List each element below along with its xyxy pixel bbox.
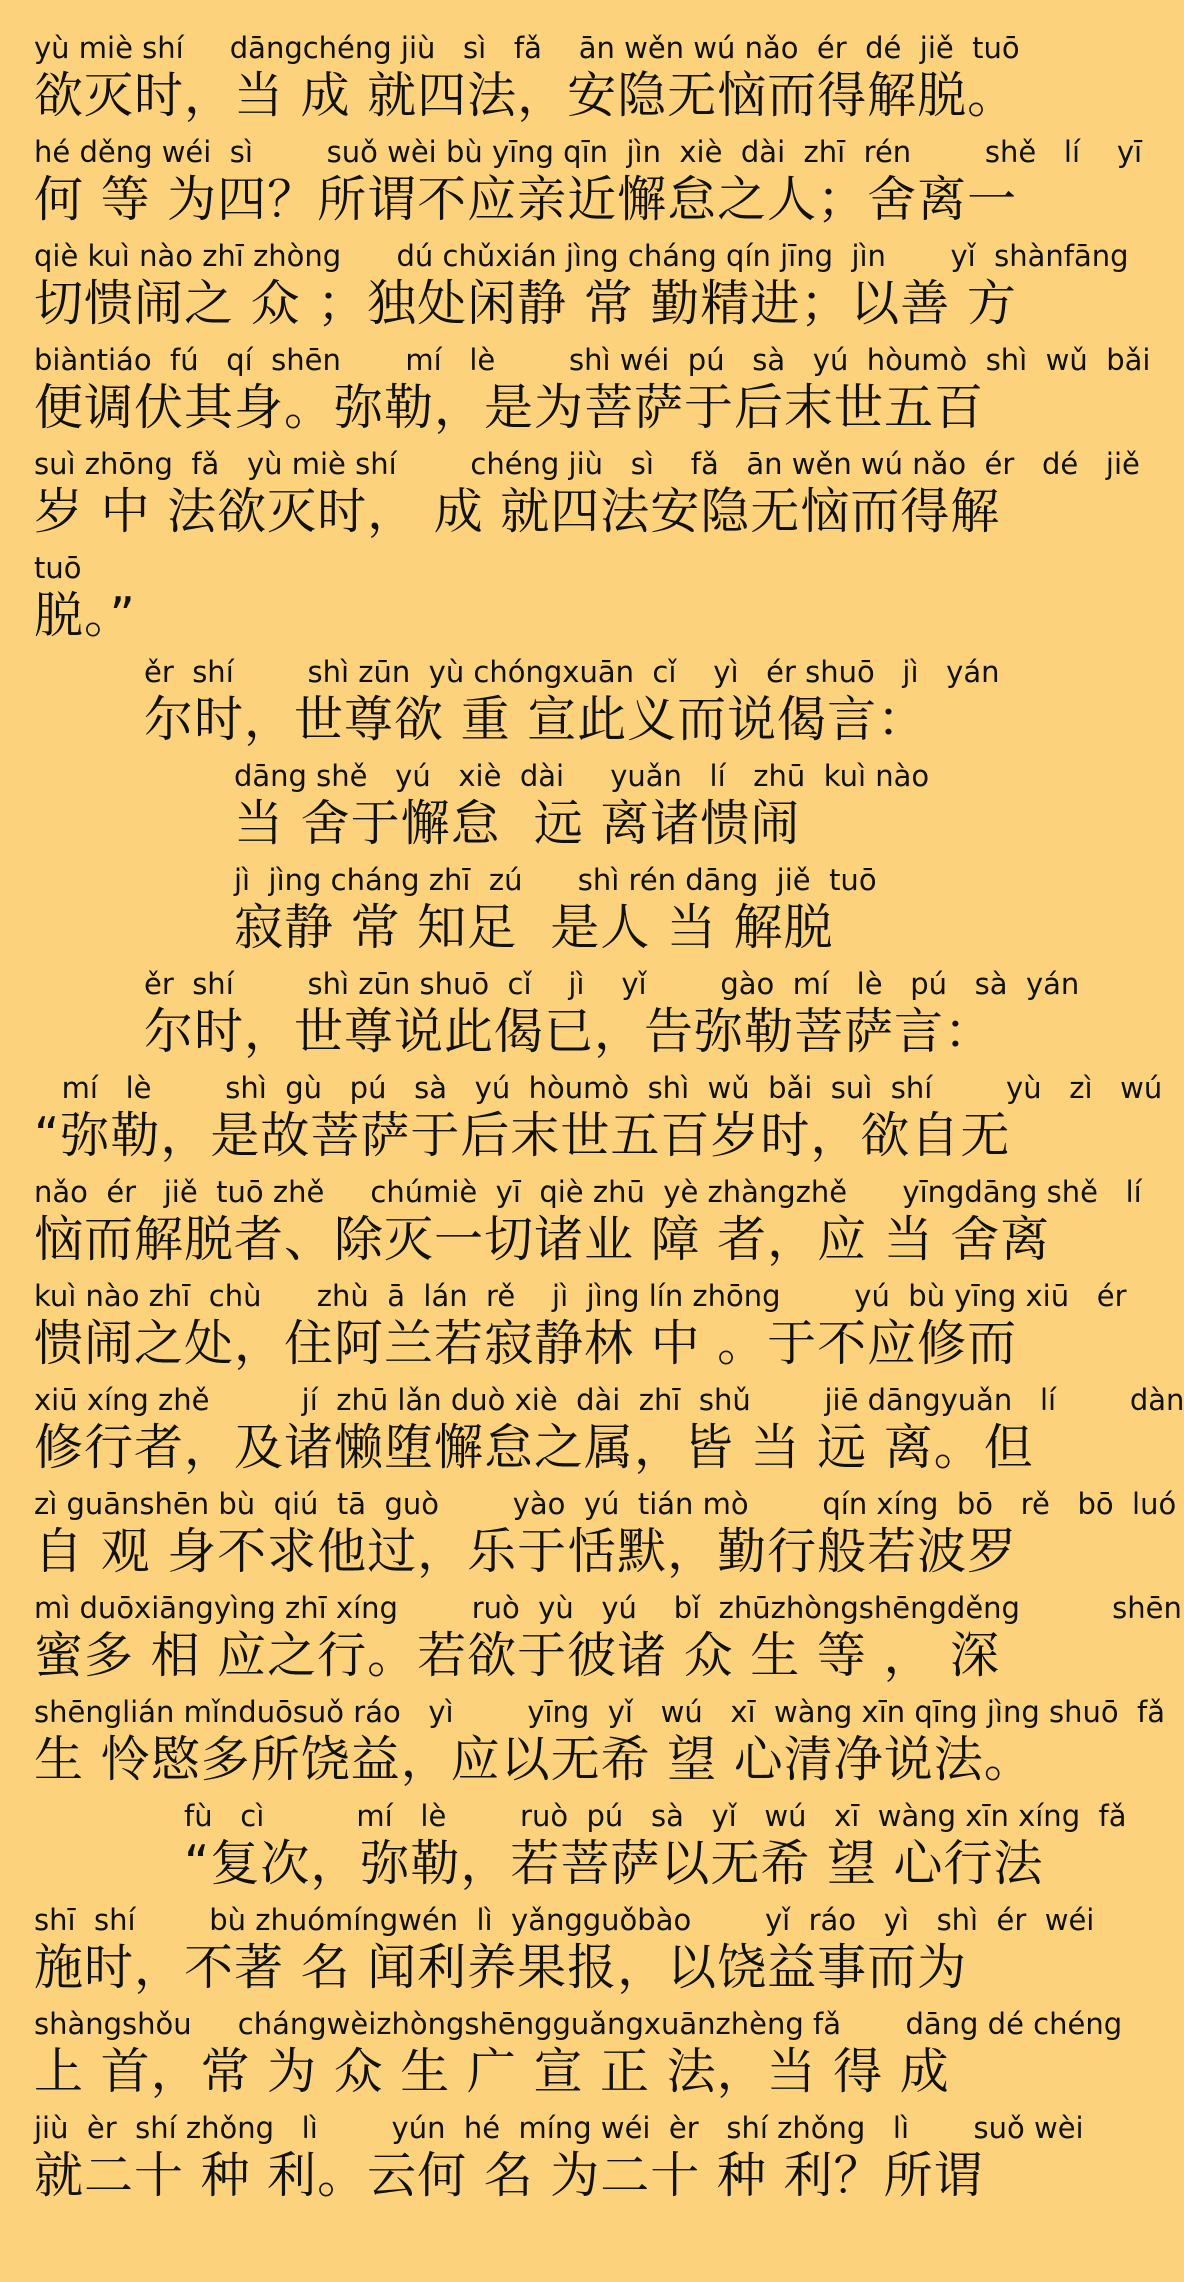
pinyin-annotation: shēnglián mǐnduōsuǒ ráo yì yīng yǐ wú xī wàng xīn qīng jìng shuō fǎ (34, 1695, 1165, 1729)
pinyin-annotation: biàntiáo fú qí shēn mí lè shì wéi pú sà yú hòumò shì wǔ bǎi (34, 343, 1151, 377)
verse-line (34, 1064, 1163, 1168)
chinese-text: 自 观 身不求他过，乐于恬默，勤行般若波罗 (34, 1523, 1018, 1580)
pinyin-annotation: zì guānshēn bù qiú tā guò yào yú tián mò qín xíng bō rě bō luó (34, 1487, 1177, 1521)
pinyin-annotation: fù cì mí lè ruò pú sà yǐ wú xī wàng xīn xíng fǎ (184, 1799, 1127, 1833)
pinyin-annotation: suì zhōng fǎ yù miè shí chéng jiù sì fǎ ān wěn wú nǎo ér dé jiě (34, 447, 1140, 481)
pinyin-annotation: dāng shě yú xiè dài yuǎn lí zhū kuì nào (234, 759, 930, 793)
pinyin-annotation: xiū xíng zhě jí zhū lǎn duò xiè dài zhī shǔ jiē dāngyuǎn lí dàn (34, 1383, 1184, 1417)
chinese-text: 欲灭时，当 成 就四法，安隐无恼而得解脱。 (34, 67, 1018, 124)
chinese-text: 脱。” (34, 587, 136, 644)
verse-line (34, 24, 1052, 128)
pinyin-annotation: ěr shí shì zūn shuō cǐ jì yǐ gào mí lè pú sà yán (144, 967, 1080, 1001)
chinese-text: 岁 中 法欲灭时， 成 就四法安隐无恼而得解 (34, 483, 1001, 540)
chinese-text: “复次，弥勒，若菩萨以无希 望 心行法 (184, 1835, 1044, 1892)
pinyin-annotation: shī shí bù zhuómíngwén lì yǎngguǒbào yǐ ráo yì shì ér wéi (34, 1903, 1095, 1937)
chinese-text: 尔时，世尊欲 重 宣此义而说偈言： (144, 691, 928, 748)
chinese-text: 恼而解脱者、除灭一切诸业 障 者，应 当 舍离 (34, 1211, 1051, 1268)
verse-line (34, 1272, 1127, 1376)
chinese-text: 施时，不著 名 闻利养果报，以饶益事而为 (34, 1939, 968, 1996)
chinese-text: 便调伏其身。弥勒，是为菩萨于后末世五百 (34, 379, 985, 436)
pinyin-annotation: mí lè shì gù pú sà yú hòumò shì wǔ bǎi suì shí yù zì wú (34, 1071, 1163, 1105)
verse-line (34, 856, 1052, 960)
chinese-text: 何 等 为四？所谓不应亲近懈怠之人；舍离一 (34, 171, 1018, 228)
verse-line (34, 1480, 1177, 1584)
chinese-text: 尔时，世尊说此偈已，告弥勒菩萨言： (144, 1003, 995, 1060)
pinyin-annotation: yù miè shí dāngchéng jiù sì fǎ ān wěn wú nǎo ér dé jiě tuō (34, 31, 1020, 65)
verse-line (34, 440, 1140, 544)
verse-line (34, 1376, 1184, 1480)
chinese-text: 就二十 种 利。云何 名 为二十 种 利？所谓 (34, 2147, 984, 2204)
pinyin-annotation: jiù èr shí zhǒng lì yún hé míng wéi èr shí zhǒng lì suǒ wèi (34, 2111, 1084, 2145)
verse-line (34, 648, 1052, 752)
chinese-text: 上 首，常 为 众 生 广 宣 正 法，当 得 成 (34, 2043, 950, 2100)
pinyin-annotation: mì duōxiāngyìng zhī xíng ruò yù yú bǐ zhūzhòngshēngděng shēn (34, 1591, 1182, 1625)
verse-line (34, 1896, 1095, 2000)
chinese-text: 生 怜愍多所饶益，应以无希 望 心清净说法。 (34, 1731, 1034, 1788)
chinese-text: “弥勒，是故菩萨于后末世五百岁时，欲自无 (34, 1107, 1011, 1164)
verse-line (34, 2104, 1084, 2208)
pinyin-annotation: qiè kuì nào zhī zhòng dú chǔxián jìng cháng qín jīng jìn yǐ shànfāng (34, 239, 1129, 273)
pinyin-annotation: shàngshǒu chángwèizhòngshēngguǎngxuānzhèng fǎ dāng dé chéng (34, 2007, 1123, 2041)
verse-line (34, 752, 1052, 856)
pinyin-annotation: jì jìng cháng zhī zú shì rén dāng jiě tuō (234, 863, 877, 897)
chinese-text: 蜜多 相 应之行。若欲于彼诸 众 生 等 ， 深 (34, 1627, 1001, 1684)
pinyin-annotation: hé děng wéi sì suǒ wèi bù yīng qīn jìn xiè dài zhī rén shě lí yī (34, 135, 1143, 169)
pinyin-annotation: tuō (34, 551, 82, 585)
verse-line (34, 336, 1151, 440)
verse-line (34, 1584, 1182, 1688)
chinese-text: 当 舍于懈怠 远 离诸愦闹 (234, 795, 801, 852)
pinyin-annotation: kuì nào zhī chù zhù ā lán rě jì jìng lín zhōng yú bù yīng xiū ér (34, 1279, 1127, 1313)
chinese-text: 愦闹之处，住阿兰若寂静林 中 。于不应修而 (34, 1315, 1018, 1372)
verse-line (34, 128, 1143, 232)
verse-line (34, 2000, 1123, 2104)
verse-line (34, 960, 1080, 1064)
chinese-text: 切愦闹之 众 ；独处闲静 常 勤精进；以善 方 (34, 275, 1017, 332)
verse-line (34, 232, 1129, 336)
verse-line (34, 1688, 1165, 1792)
verse-line (34, 1792, 1127, 1896)
chinese-text: 修行者，及诸懒堕懈怠之属，皆 当 远 离。但 (34, 1419, 1034, 1476)
verse-line (34, 1168, 1142, 1272)
pinyin-annotation: nǎo ér jiě tuō zhě chúmiè yī qiè zhū yè zhàngzhě yīngdāng shě lí (34, 1175, 1142, 1209)
verse-line (34, 544, 1052, 648)
pinyin-annotation: ěr shí shì zūn yù chóngxuān cǐ yì ér shuō jì yán (144, 655, 1000, 689)
chinese-text: 寂静 常 知足 是人 当 解脱 (234, 899, 834, 956)
